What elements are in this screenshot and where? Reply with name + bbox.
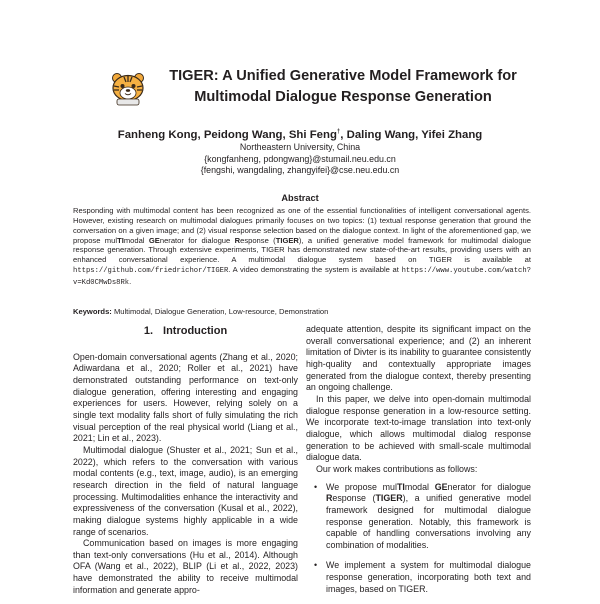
title-line-1: TIGER: A Unified Generative Model Framework for — [169, 68, 517, 84]
contribution-list — [306, 482, 531, 596]
authors-first: Fanheng Kong, Peidong Wang, Shi Feng — [117, 129, 337, 141]
abstract-heading: Abstract — [281, 193, 319, 203]
keywords — [73, 307, 531, 317]
intro-paragraph-4: adequate attention, despite its significant impact on the overall conversational experience; and (2) an inherent limitation of Divter is its inability to guarantee consistently high-quality and contextually appropriate images generated from the dialogue context, thereby presenting an ongoing challenge. — [306, 324, 531, 393]
section-title: Introduction — [163, 325, 228, 337]
bullet-icon: • — [314, 481, 318, 492]
intro-paragraph-1: Open-domain conversational agents (Zhang et al., 2020; Adiwardana et al., 2020; Roller et al., 2021) have demonstrated outstanding performance on text-only dialogue generation, offering interesting and engaging experiences for users. However, relying solely on a single text modality falls short of fully simulating the rich visual perception of the real physical world (Liang et al., 2021; Lin et al., 2023). — [73, 351, 298, 444]
title-line-2: Multimodal Dialogue Response Generation — [194, 89, 492, 105]
intro-paragraph-6: Our work makes contributions as follows: — [316, 463, 478, 474]
intro-paragraph-2: Multimodal dialogue (Shuster et al., 2021; Sun et al., 2022), which refers to the conversation with various modal contents (e.g., text, image, audio), is an emerging research direction in the field of natural language processing. Multimodalities enhance the interactivity and expressiveness of the conversation (Kusal et al., 2022), making dialogue systems highly applicable in a wide range of scenarios. — [73, 444, 298, 537]
list-item: • We implement a system for multimodal dialogue response generation, incorporating both text and images, based on TIGER. — [314, 560, 531, 594]
paper-title — [108, 66, 548, 108]
section-heading-introduction — [73, 326, 298, 338]
keywords-text: Multimodal, Dialogue Generation, Low-resource, Demonstration — [111, 307, 329, 316]
right-column — [306, 324, 531, 604]
video-link[interactable]: https://www.youtube.com/watch?v=Kd0CMwDs8Rk — [73, 267, 531, 287]
email-line-2: {fengshi, wangdaling, zhangyifei}@cse.neu.edu.cn — [200, 165, 400, 176]
keywords-label: Keywords: — [73, 307, 112, 316]
author-names — [0, 128, 600, 142]
github-link[interactable]: https://github.com/friedrichor/TIGER — [73, 267, 229, 276]
left-column — [73, 324, 298, 596]
intro-paragraph-5: In this paper, we delve into open-domain multimodal dialogue response generation in a low-resource setting. We incorporate text-to-image translation into text-only dialogue, which allows multimodal dialog response generation to be achieved with small-scale multimodal dialogue data. — [306, 393, 531, 463]
list-item: • We propose mulTImodal GEnerator for dialogue Response (TIGER), a unified generative model framework designed for multimodal dialogue response generation. Notably, this framework is capable of handling conversations involving any combination of modalities. — [314, 481, 531, 550]
abstract-text: Responding with multimodal content has been recognized as one of the essential functionalities of intelligent conversational agents. However, existing research on multimodal dialogues primarily focuses on two topics: (1) textual response generation that ground the conversation on a given image; and (2) visual response selection based on the dialogue context. In light of the aforementioned gap, we propose mulTImodal GEnerator for dialogue Response (TIGER), a unified generative model framework for multimodal dialogue response generation. Through extensive experiments, TIGER has demonstrated new state-of-the-art results, providing users with an enhanced conversational experience. A multimodal dialogue system based on TIGER is available at https://github.com/friedrichor/TIGER. A video demonstrating the system is available at https://www.youtube.com/watch?v=Kd0CMwDs8Rk. — [73, 206, 531, 287]
author-block — [0, 128, 600, 177]
authors-rest: , Daling Wang, Yifei Zhang — [340, 129, 483, 141]
intro-paragraph-3: Communication based on images is more engaging than text-only conversations (Hu et al., 2014). Although OFA (Wang et al., 2022), BLIP (Li et al., 2022, 2023) have demonstrated the ability to receive multimodal information and generate appro- — [73, 538, 298, 595]
affiliation: Northeastern University, China — [239, 142, 361, 152]
section-number: 1. — [143, 325, 154, 337]
bullet-icon: • — [314, 560, 318, 571]
corresponding-dagger: † — [336, 129, 341, 136]
email-line-1: {kongfanheng, pdongwang}@stumail.neu.edu.cn — [204, 153, 396, 164]
